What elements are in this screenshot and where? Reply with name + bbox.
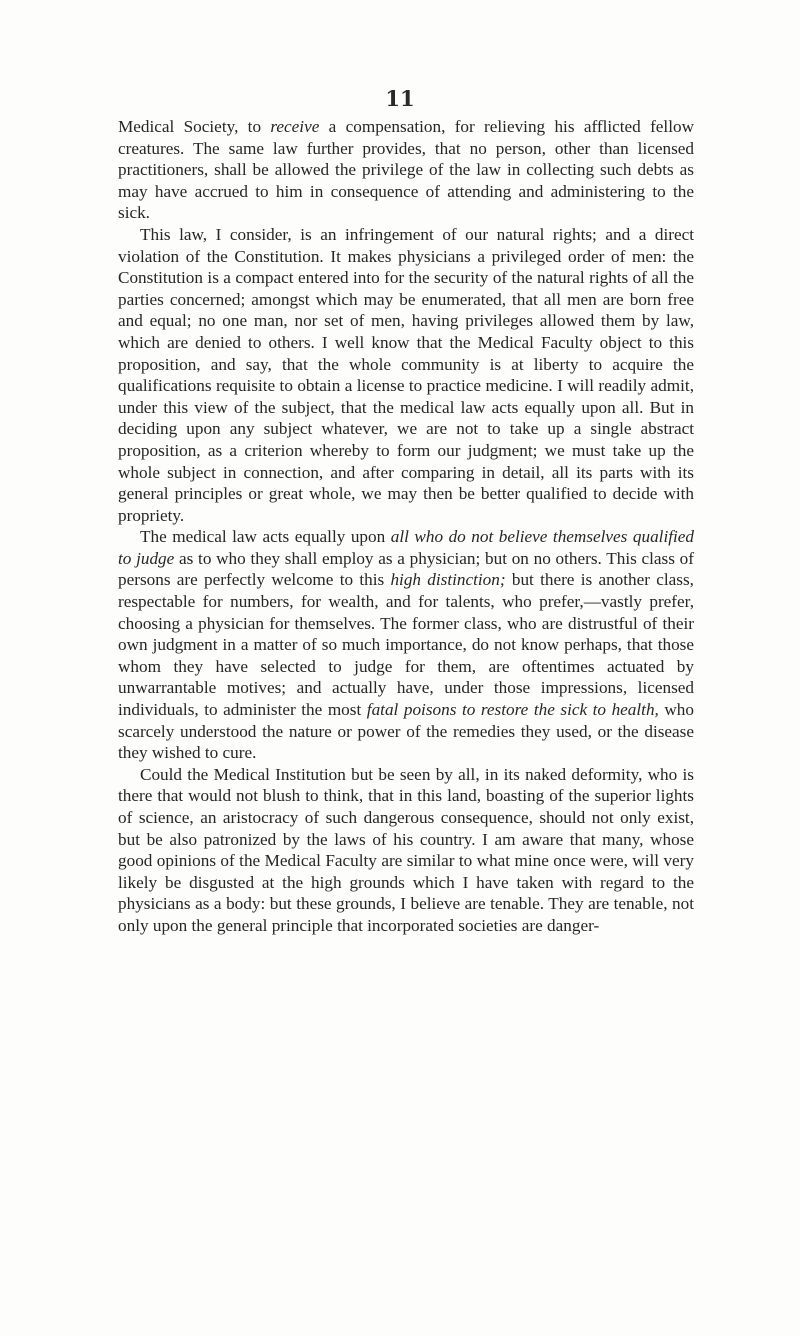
text-segment: Could the Medical Institution but be seen by all, in its naked deformity, who is there that would not blush to think, that in this land, boasting of the superior lights of science, an aristocracy of such dangerous consequence, should not only exist, but be also patronized by the laws of his country. I am aware that many, whose good opinions of the Medical Faculty are similar to what mine once were, will very likely be disgusted at the high grounds which I have taken with regard to the physicians as a body: but these grounds, I believe are tenable. They are tenable, not only upon the general principle that incorporated societies are danger-	[118, 764, 694, 935]
text-segment: who scarcely understood the nature or power of the remedies they used, or the disease they wished to cure.	[118, 700, 694, 763]
italic-text-segment: all who do not believe themselves qualified to judge	[118, 527, 694, 568]
paragraph	[118, 116, 694, 224]
italic-text-segment: receive	[270, 117, 320, 136]
paragraph	[118, 526, 694, 764]
text-segment: a compensation, for relieving his afflicted fellow creatures. The same law further provides, that no person, other than licensed practitioners, shall be allowed the privilege of the law in collecting such debts as may have accrued to him in consequence of attending and administering to the sick.	[118, 117, 694, 223]
body-text	[118, 116, 694, 937]
text-segment: This law, I consider, is an infringement of our natural rights; and a direct violation of the Constitution. It makes physicians a privileged order of men: the Constitution is a compact entered into for the security of the natural rights of all the parties concerned; amongst which may be enumerated, that all men are born free and equal; no one man, nor set of men, having privileges allowed them by law, which are denied to others. I well know that the Medical Faculty object to this proposition, and say, that the whole community is at liberty to acquire the qualifications requisite to obtain a license to practice medicine. I will readily admit, under this view of the subject, that the medical law acts equally upon all. But in deciding upon any subject whatever, we are not to take up a single abstract proposition, as a criterion whereby to form our judgment; we must take up the whole subject in connection, and after comparing in detail, all its parts with its general principles or great whole, we may then be better qualified to decide with propriety.	[118, 224, 694, 525]
text-segment: The medical law acts equally upon	[140, 527, 391, 547]
page-number: 11	[385, 86, 415, 111]
text-segment: as to who they shall employ as a physician; but on no others. This class of persons are perfectly welcome to this	[118, 548, 694, 590]
italic-text-segment: fatal poisons to restore the sick to health,	[366, 700, 659, 720]
text-segment: Medical Society, to	[118, 117, 271, 136]
italic-text-segment: high distinction;	[390, 570, 506, 590]
text-segment: but there is another class, respectable for numbers, for wealth, and for talents, who prefer,—vastly prefer, choosing a physician for themselves. The former class, who are distrustful of their own judgment in a matter of so much importance, do not know perhaps, that those whom they have selected to judge for them, are oftentimes actuated by unwarrantable motives; and actually have, under those impressions, licensed individuals, to administer the most	[118, 570, 694, 720]
paragraph	[118, 764, 694, 937]
paragraph	[118, 224, 694, 526]
